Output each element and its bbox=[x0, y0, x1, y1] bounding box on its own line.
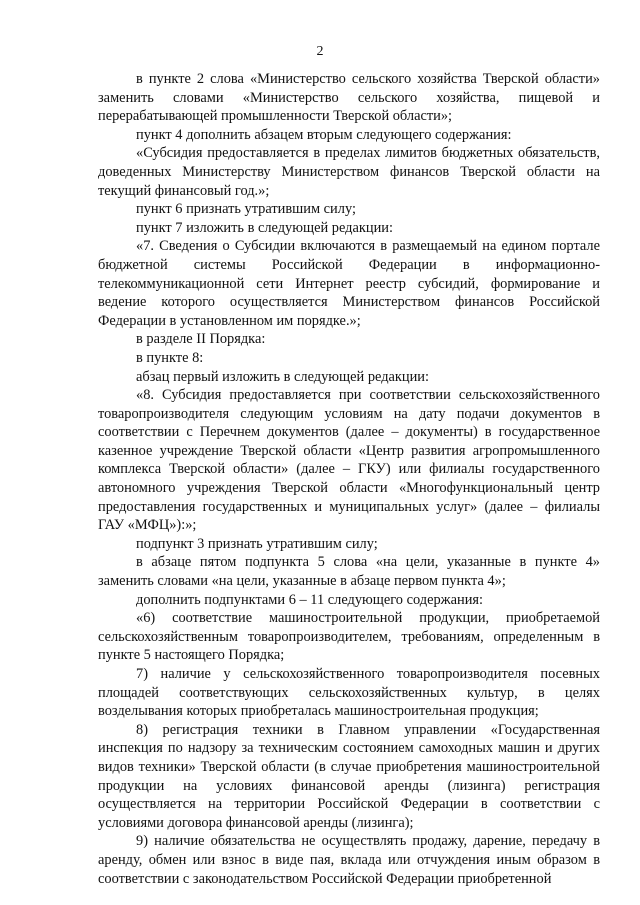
paragraph: в пункте 8: bbox=[136, 349, 204, 366]
paragraph: пункт 7 изложить в следующей редакции: bbox=[136, 219, 393, 236]
paragraph: пункт 6 признать утратившим силу; bbox=[136, 201, 356, 218]
paragraph: в абзаце пятом подпункта 5 слова «на цели, указанные в пункте 4» заменить словами «на цели, указанные в абзаце первом пункта 4»; bbox=[98, 554, 600, 590]
paragraph: дополнить подпунктами 6 – 11 следующего содержания: bbox=[136, 591, 484, 608]
paragraph: подпункт 3 признать утратившим силу; bbox=[136, 535, 378, 552]
paragraph: «6) соответствие машиностроительной продукции, приобретаемой сельскохозяйственным товаропроизводителем, требованиям, определенным в пункте 5 настоящего Порядка; bbox=[98, 610, 600, 664]
paragraph: абзац первый изложить в следующей редакции: bbox=[136, 368, 430, 385]
paragraph: 9) наличие обязательства не осуществлять продажу, дарение, передачу в аренду, обмен или взнос в виде пая, вклада или отчуждения иным образом в соответствии с законодательством Российской Федерации приобретенной bbox=[98, 833, 600, 887]
paragraph: пункт 4 дополнить абзацем вторым следующего содержания: bbox=[136, 126, 512, 143]
paragraph: в разделе II Порядка: bbox=[136, 331, 266, 348]
paragraph: в пункте 2 слова «Министерство сельского хозяйства Тверской области» заменить словами «Министерство сельского хозяйства, пищевой и перерабатывающей промышленности Тверской области»; bbox=[98, 71, 600, 125]
paragraph: 8) регистрация техники в Главном управлении «Государственная инспекция по надзору за техническим состоянием самоходных машин и других видов техники» Тверской области (в случае приобретения машиностроительной продукции на условиях финансовой аренды (лизинга) регистрация осуществляется на территории Российской Федерации в соответствии с условиями договора финансовой аренды (лизинга); bbox=[98, 721, 600, 831]
paragraph: 7) наличие у сельскохозяйственного товаропроизводителя посевных площадей соответствующих сельскохозяйственных культур, в целях возделывания которых приобреталась машиностроительная продукция; bbox=[98, 666, 600, 720]
page-number: 2 bbox=[316, 44, 324, 59]
paragraph: «7. Сведения о Субсидии включаются в размещаемый на едином портале бюджетной системы Российской Федерации в информационно-телекоммуникационной сети Интернет реестр субсидий, формирование и ведение которого осуществляется Министерством финансов Российской Федерации в установленном им порядке.»; bbox=[98, 238, 600, 329]
paragraph: «Субсидия предоставляется в пределах лимитов бюджетных обязательств, доведенных Министерству Министерством финансов Тверской области на текущий финансовый год.»; bbox=[98, 145, 600, 199]
paragraph: «8. Субсидия предоставляется при соответствии сельскохозяйственного товаропроизводителя следующим условиям на дату подачи документов в соответствии с Перечнем документов (далее – документы) в государственное казенное учреждение Тверской области «Центр развития агропромышленного комплекса Тверской области» (далее – ГКУ) или филиалы государственного автономного учреждения Тверской области «Многофункциональный центр предоставления государственных и муниципальных услуг» (далее – филиалы ГАУ «МФЦ»):»; bbox=[98, 387, 600, 534]
document-body bbox=[98, 70, 600, 888]
